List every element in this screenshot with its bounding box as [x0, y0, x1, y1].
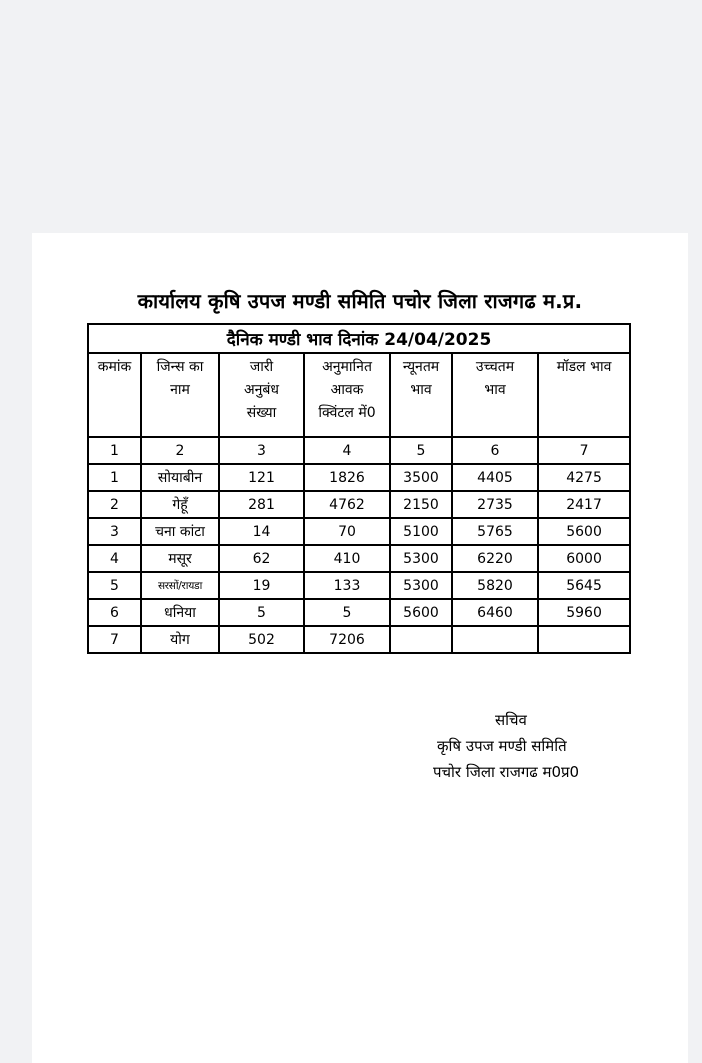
- table-cell: 133: [304, 572, 390, 599]
- table-cell: [538, 626, 630, 653]
- table-cell: 6460: [452, 599, 538, 626]
- table-cell: 6: [88, 599, 141, 626]
- table-cell: 5820: [452, 572, 538, 599]
- column-number: 1: [88, 437, 141, 464]
- table-cell: 5: [304, 599, 390, 626]
- table-cell: [390, 626, 452, 653]
- table-cell: 2150: [390, 491, 452, 518]
- table-cell: 121: [219, 464, 304, 491]
- table-cell: 7: [88, 626, 141, 653]
- column-header-line: जारी: [249, 359, 274, 375]
- column-header-line: अनुबंध: [243, 382, 280, 398]
- column-header: [390, 353, 452, 437]
- table-cell: 5645: [538, 572, 630, 599]
- table-cell: धनिया: [141, 599, 219, 626]
- table-cell: 6000: [538, 545, 630, 572]
- table-cell: 502: [219, 626, 304, 653]
- table-cell: 1826: [304, 464, 390, 491]
- table-row: [88, 626, 630, 653]
- table-cell: 5100: [390, 518, 452, 545]
- table-row: [88, 518, 630, 545]
- table-cell: चना कांटा: [141, 518, 219, 545]
- table-cell: 4762: [304, 491, 390, 518]
- column-header-line: क्विंटल में0: [318, 405, 376, 421]
- signatory-office: कृषि उपज मण्डी समिति: [437, 737, 567, 755]
- signature-block: [427, 707, 627, 785]
- table-cell: 3500: [390, 464, 452, 491]
- table-cell: सोयाबीन: [141, 464, 219, 491]
- signatory-location: पचोर जिला राजगढ म0प्र0: [433, 763, 580, 781]
- document-page: [32, 233, 688, 1063]
- table-cell: योग: [141, 626, 219, 653]
- table-cell: मसूर: [141, 545, 219, 572]
- table-cell: 410: [304, 545, 390, 572]
- column-number-row: [88, 437, 630, 464]
- column-header: [219, 353, 304, 437]
- column-number: 3: [219, 437, 304, 464]
- table-row: [88, 545, 630, 572]
- table-cell: 5600: [390, 599, 452, 626]
- column-header: [452, 353, 538, 437]
- column-header-line: अनुमानित: [322, 359, 372, 375]
- table-cell: 70: [304, 518, 390, 545]
- table-cell: 5960: [538, 599, 630, 626]
- table-caption: दैनिक मण्डी भाव दिनांक 24/04/2025: [88, 324, 630, 353]
- column-header-line: भाव: [484, 382, 506, 398]
- table-cell: 1: [88, 464, 141, 491]
- column-number: 2: [141, 437, 219, 464]
- signatory-title: सचिव: [495, 711, 527, 729]
- table-cell: 62: [219, 545, 304, 572]
- table-cell: 7206: [304, 626, 390, 653]
- column-header: [304, 353, 390, 437]
- column-number: 4: [304, 437, 390, 464]
- table-cell: [452, 626, 538, 653]
- table-cell: 4: [88, 545, 141, 572]
- column-header-line: संख्या: [246, 405, 277, 421]
- table-row: [88, 491, 630, 518]
- column-header-line: न्यूनतम: [402, 359, 440, 375]
- table-cell: 6220: [452, 545, 538, 572]
- column-header-line: भाव: [410, 382, 432, 398]
- table-cell: 19: [219, 572, 304, 599]
- column-number: 6: [452, 437, 538, 464]
- table-cell: 2735: [452, 491, 538, 518]
- table-row: [88, 464, 630, 491]
- table-row: [88, 599, 630, 626]
- column-header-line: मॉडल भाव: [556, 359, 612, 375]
- table-cell: 5: [88, 572, 141, 599]
- table-cell: सरसों/रायडा: [141, 572, 219, 599]
- table-caption-row: [88, 324, 630, 353]
- column-header-line: कमांक: [97, 359, 132, 375]
- column-header-line: नाम: [170, 382, 190, 398]
- column-header-line: आवक: [330, 382, 364, 398]
- table-cell: 5300: [390, 545, 452, 572]
- header-row: [88, 353, 630, 437]
- column-number: 7: [538, 437, 630, 464]
- column-header: [88, 353, 141, 437]
- table-cell: 2417: [538, 491, 630, 518]
- table-row: [88, 572, 630, 599]
- table-cell: 5765: [452, 518, 538, 545]
- column-header: [538, 353, 630, 437]
- table-cell: 2: [88, 491, 141, 518]
- table-cell: 4405: [452, 464, 538, 491]
- table-cell: 5300: [390, 572, 452, 599]
- table-cell: 5600: [538, 518, 630, 545]
- office-title: कार्यालय कृषि उपज मण्डी समिति पचोर जिला राजगढ म.प्र.: [137, 289, 583, 313]
- table-cell: 281: [219, 491, 304, 518]
- column-header-line: उच्चतम: [475, 359, 515, 375]
- mandi-rates-table: [87, 323, 631, 654]
- table-cell: 14: [219, 518, 304, 545]
- table-cell: 4275: [538, 464, 630, 491]
- table-cell: 3: [88, 518, 141, 545]
- column-number: 5: [390, 437, 452, 464]
- column-header-line: जिन्स का: [156, 359, 204, 375]
- table-cell: गेहूँ: [141, 491, 219, 518]
- table-cell: 5: [219, 599, 304, 626]
- column-header: [141, 353, 219, 437]
